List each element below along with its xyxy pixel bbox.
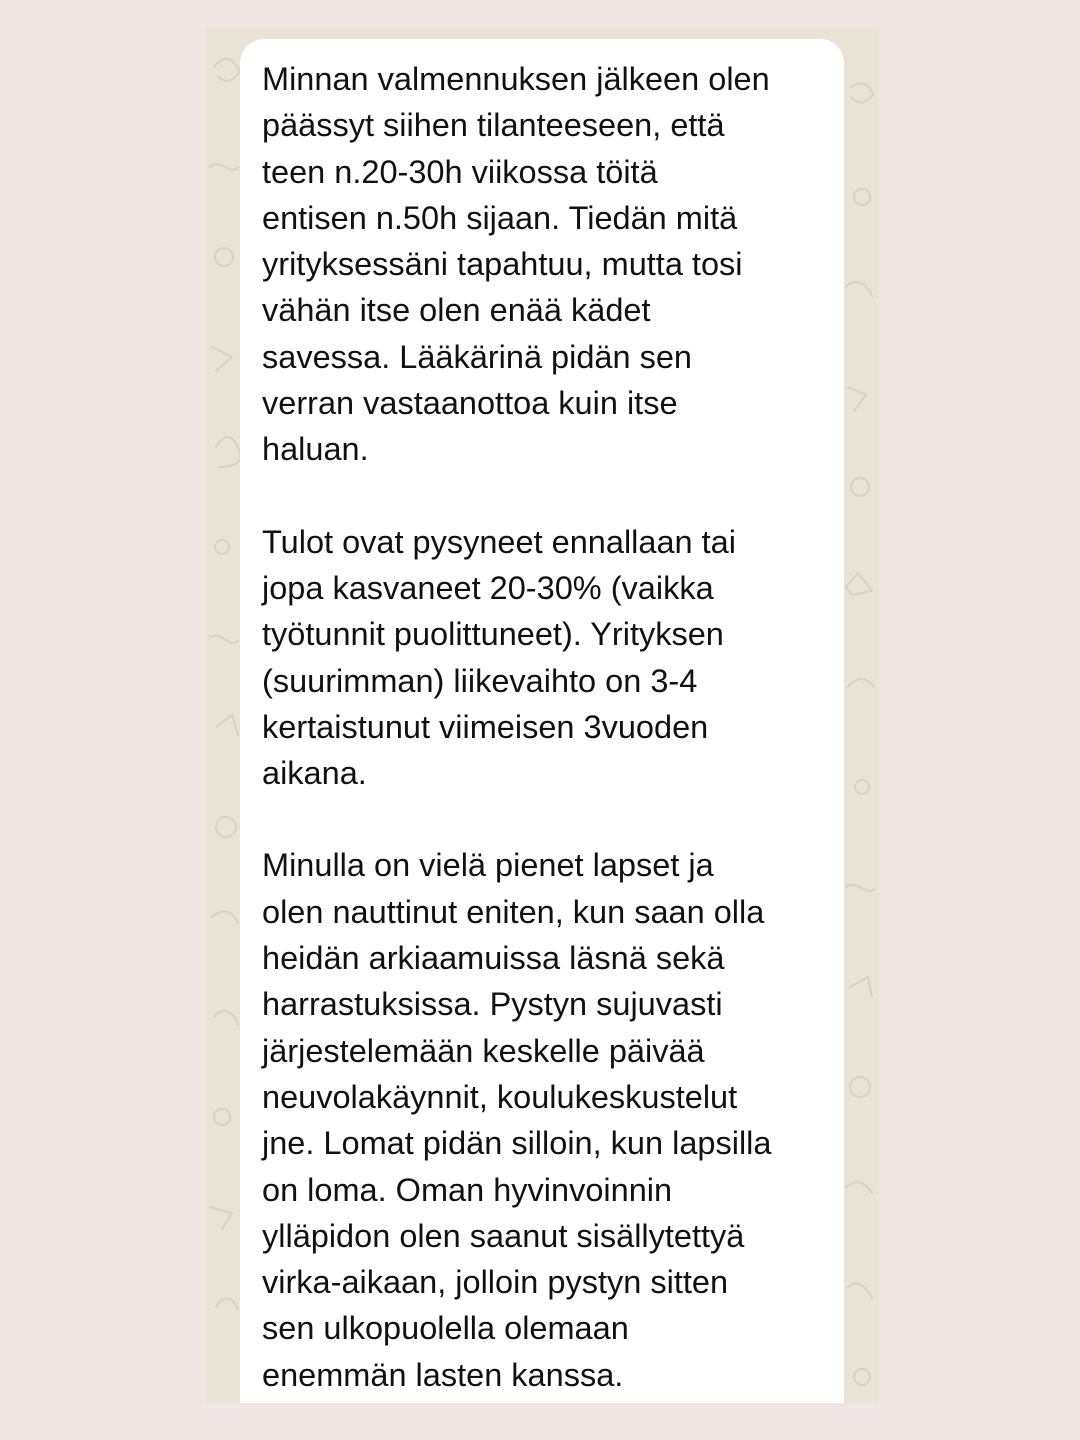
message-paragraph: Tulot ovat pysyneet ennallaan tai jopa kasvaneet 20-30% (vaikka työtunnit puolittuneet). Yrityksen (suurimman) liikevaihto on 3-4 kertaistunut viimeisen 3vuoden aikana. xyxy=(262,523,736,792)
message-paragraph: Minulla on vielä pienet lapset ja olen nauttinut eniten, kun saan olla heidän arkiaamuissa läsnä sekä harrastuksissa. Pystyn sujuvasti järjestelemään keskelle päivää neuvolakäynnit, koulukeskustelut jne. Lomat pidän silloin, kun lapsilla on loma. Oman hyvinvoinnin ylläpidon olen saanut sisällytettyä virka-aikaan, jolloin pystyn sitten sen ulkopuolella olemaan enemmän lasten kanssa. xyxy=(262,847,772,1393)
message-paragraph: Minnan valmennuksen jälkeen olen päässyt siihen tilanteeseen, että teen n.20-30h viikossa töitä entisen n.50h sijaan. Tiedän mitä yrityksessäni tapahtuu, mutta tosi vähän itse olen enää kädet savessa. Lääkärinä pidän sen verran vastaanottoa kuin itse haluan. xyxy=(262,61,770,468)
message-bubble xyxy=(240,39,844,1403)
chat-screenshot xyxy=(206,27,879,1403)
